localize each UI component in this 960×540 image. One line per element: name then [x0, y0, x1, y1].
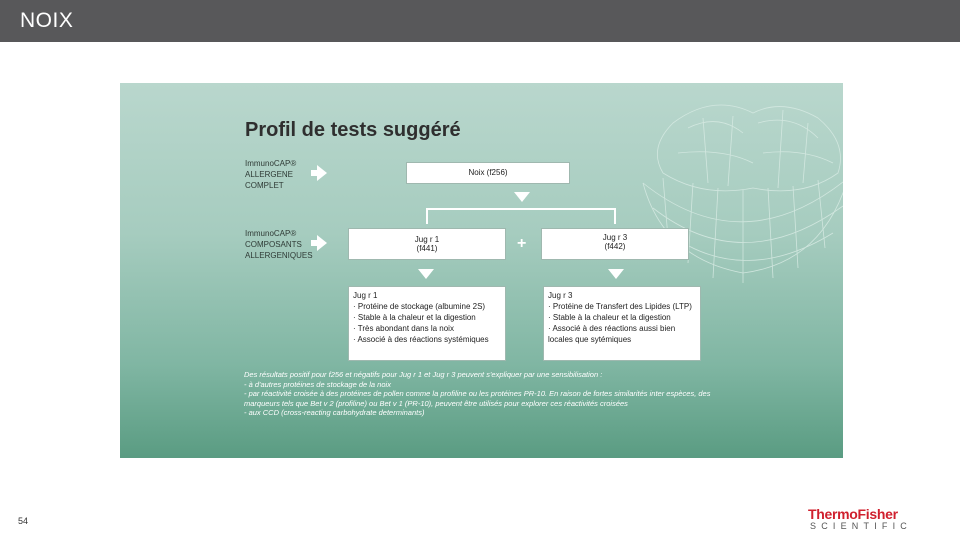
box-jugr3-name: Jug r 3 [602, 233, 628, 242]
branch-connector-right [614, 208, 616, 224]
slide-title: NOIX [20, 9, 74, 32]
figure-title: Profil de tests suggéré [245, 119, 461, 141]
box-jugr1-name: Jug r 1 [414, 235, 440, 244]
detail-jugr3-heading: Jug r 3 [548, 291, 573, 300]
arrow-down-icon [608, 269, 624, 279]
label-allergen-complete: ImmunoCAP® ALLERGENE COMPLET [245, 159, 297, 190]
detail-jugr1-item: · Protéine de stockage (albumine 2S) [353, 302, 486, 311]
thermofisher-logo [808, 506, 940, 532]
box-jugr1 [348, 228, 506, 260]
note-item: - aux CCD (cross-reacting carbohydrate determinants) [244, 408, 425, 417]
slide-header-bar [0, 0, 960, 42]
box-noix-label: Noix (f256) [468, 168, 508, 177]
detail-box-jugr3 [543, 286, 701, 361]
detail-jugr1-item: · Très abondant dans la noix [353, 324, 454, 333]
note-heading: Des résultats positif pour f256 et négatifs pour Jug r 1 et Jug r 3 peuvent s'expliquer par une sensibilisation : [244, 370, 603, 379]
detail-jugr1-item: · Stable à la chaleur et la digestion [353, 313, 476, 322]
detail-jugr1-heading: Jug r 1 [353, 291, 378, 300]
detail-box-jugr1 [348, 286, 506, 361]
detail-jugr1-item: · Associé à des réactions systémiques [353, 335, 489, 344]
box-jugr1-code: (f441) [416, 244, 438, 253]
detail-jugr3-item: · Associé à des réactions aussi bien locales que sytémiques [548, 324, 676, 344]
plus-sign: + [517, 235, 527, 252]
interpretation-note [244, 370, 724, 418]
branch-connector [426, 208, 616, 210]
box-jugr3-code: (f442) [604, 242, 626, 251]
box-jugr3 [541, 228, 689, 260]
box-noix-f256 [406, 162, 570, 184]
logo-subtitle: SCIENTIFIC [810, 521, 913, 531]
branch-connector-left [426, 208, 428, 224]
detail-jugr3-item: · Protéine de Transfert des Lipides (LTP) [548, 302, 692, 311]
arrow-down-icon [418, 269, 434, 279]
arrow-right-icon [317, 165, 327, 181]
test-profile-figure [120, 83, 843, 458]
page-number: 54 [18, 516, 29, 526]
detail-jugr3-item: · Stable à la chaleur et la digestion [548, 313, 671, 322]
note-item: - par réactivité croisée à des protéines de pollen comme la profiline ou les protéines PR-10. En raison de fortes similarités inter espèces, des marqueurs tels que Bet v 2 (profiline) ou Bet v 1 (PR-10), peuvent être utilisés pour explorer ces réactivités croisées [244, 389, 711, 408]
label-allergen-components: ImmunoCAP® COMPOSANTS ALLERGENIQUES [245, 229, 313, 260]
logo-brand: ThermoFisher [808, 506, 898, 522]
note-item: - à d'autres protéines de stockage de la noix [244, 379, 391, 389]
arrow-right-icon [317, 235, 327, 251]
arrow-down-icon [514, 192, 530, 202]
